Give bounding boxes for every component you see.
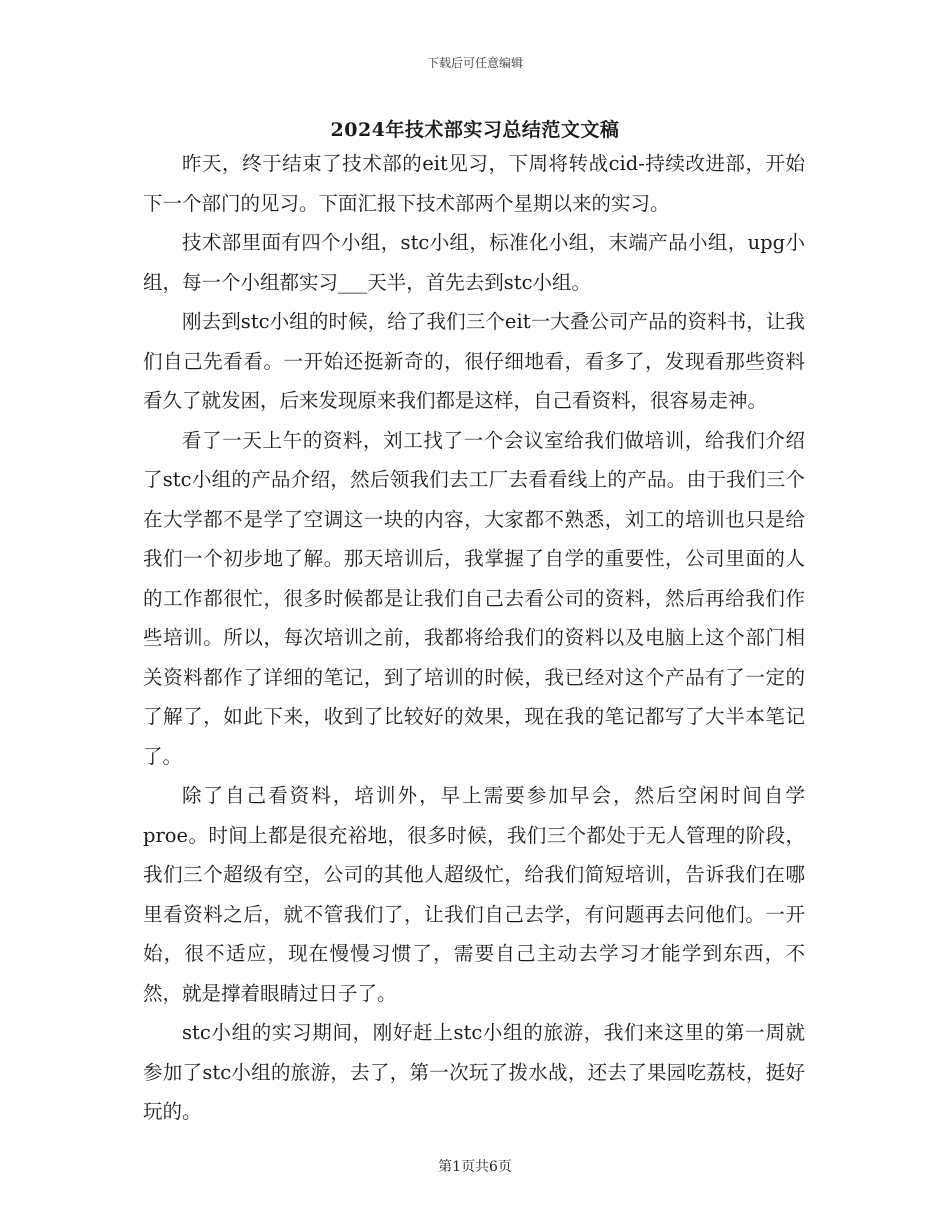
paragraph: 技术部里面有四个小组，stc小组，标准化小组，末端产品小组，upg小组，每一个小组都实习___天半，首先去到stc小组。 [143,231,805,294]
document-title: 2024年技术部实习总结范文文稿 [330,119,620,141]
page-header: 下载后可任意编辑 [426,56,523,70]
paragraph: 昨天，终于结束了技术部的eit见习，下周将转战cid-持续改进部，开始下一个部门的见习。下面汇报下技术部两个星期以来的实习。 [143,152,805,215]
document-body [143,144,805,1132]
page-number: 第1页共6页 [438,1159,512,1175]
paragraph: 除了自己看资料，培训外，早上需要参加早会，然后空闲时间自学proe。时间上都是很充裕地，很多时候，我们三个都处于无人管理的阶段，我们三个超级有空，公司的其他人超级忙，给我们简短培训，告诉我们在哪里看资料之后，就不管我们了，让我们自己去学，有问题再去问他们。一开始，很不适应，现在慢慢习惯了，需要自己主动去学习才能学到东西，不然，就是撑着眼睛过日子了。 [143,784,805,1005]
paragraph: stc小组的实习期间，刚好赶上stc小组的旅游，我们来这里的第一周就参加了stc小组的旅游，去了，第一次玩了拨水战，还去了果园吃荔枝，挺好玩的。 [143,1021,805,1123]
paragraph: 刚去到stc小组的时候，给了我们三个eit一大叠公司产品的资料书，让我们自己先看看。一开始还挺新奇的，很仔细地看，看多了，发现看那些资料看久了就发困，后来发现原来我们都是这样，自己看资料，很容易走神。 [143,310,805,412]
paragraph: 看了一天上午的资料，刘工找了一个会议室给我们做培训，给我们介绍了stc小组的产品介绍，然后领我们去工厂去看看线上的产品。由于我们三个在大学都不是学了空调这一块的内容，大家都不熟悉，刘工的培训也只是给我们一个初步地了解。那天培训后，我掌握了自学的重要性，公司里面的人的工作都很忙，很多时候都是让我们自己去看公司的资料，然后再给我们作些培训。所以，每次培训之前，我都将给我们的资料以及电脑上这个部门相关资料都作了详细的笔记，到了培训的时候，我已经对这个产品有了一定的了解了，如此下来，收到了比较好的效果，现在我的笔记都写了大半本笔记了。 [143,428,805,768]
